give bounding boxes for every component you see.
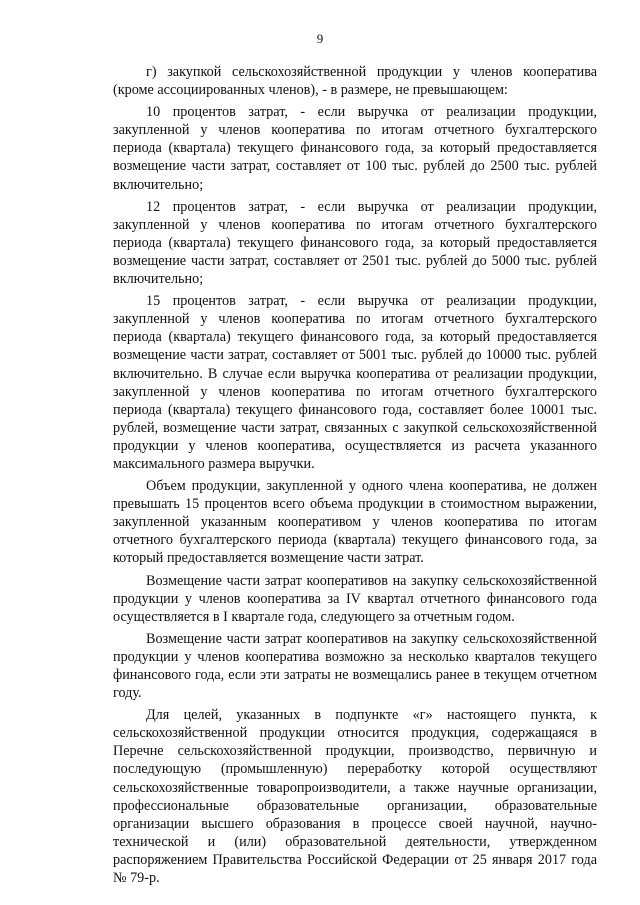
paragraph-subitem-g: г) закупкой сельскохозяйственной продукции у членов кооператива (кроме ассоциированных членов), - в размере, не превышающем: <box>113 64 597 99</box>
body-text <box>113 63 597 891</box>
paragraph-multiple-quarters: Возмещение части затрат кооперативов на закупку сельскохозяйственной продукции у членов кооператива возможно за несколько кварталов текущего финансового года, если эти затраты не возмещались ранее в текущем отчетном году. <box>113 630 597 702</box>
paragraph-product-definition: Для целей, указанных в подпункте «г» настоящего пункта, к сельскохозяйственной продукции относится продукция, содержащаяся в Перечне сельскохозяйственной продукции, производство, первичную и последующую (промышленную) переработку которой осуществляют сельскохозяйственные товаропроизводители, а также научные организации, профессиональные образовательные организации, образовательные организации высшего образования в процессе своей научной, научно-технической и (или) образовательной деятельности, утвержденном распоряжением Правительства Российской Федерации от 25 января 2017 года № 79-р. <box>113 707 597 887</box>
paragraph-10-percent: 10 процентов затрат, - если выручка от реализации продукции, закупленной у членов кооператива по итогам отчетного бухгалтерского периода (квартала) текущего финансового года, за который предоставляется возмещение части затрат, составляет от 100 тыс. рублей до 2500 тыс. рублей включительно; <box>113 104 597 193</box>
paragraph-12-percent: 12 процентов затрат, - если выручка от реализации продукции, закупленной у членов кооператива по итогам отчетного бухгалтерского периода (квартала) текущего финансового года, за который предоставляется возмещение части затрат, составляет от 2501 тыс. рублей до 5000 тыс. рублей включительно; <box>113 198 597 288</box>
paragraph-volume-limit: Объем продукции, закупленной у одного члена кооператива, не должен превышать 15 процентов всего объема продукции в стоимостном выражении, закупленной указанным кооперативом у членов кооператива по итогам отчетного бухгалтерского периода (квартала) текущего финансового года, за который предоставляется возмещение части затрат. <box>113 478 597 567</box>
paragraph-q4-reimbursement: Возмещение части затрат кооперативов на закупку сельскохозяйственной продукции у членов кооператива за IV квартал отчетного финансового года осуществляется в I квартале года, следующего за отчетным годом. <box>113 572 597 625</box>
paragraph-15-percent: 15 процентов затрат, - если выручка от реализации продукции, закупленной у членов кооператива по итогам отчетного бухгалтерского периода (квартала) текущего финансового года, за который предоставляется возмещение части затрат, составляет от 5001 тыс. рублей до 10000 тыс. рублей включительно. В случае если выручка кооператива от реализации продукции, закупленной у членов кооператива по итогам отчетного бухгалтерского периода (квартала) текущего финансового года, составляет более 10001 тыс. рублей, возмещение части затрат, связанных с закупкой сельскохозяйственной продукции у членов кооператива, осуществляется из расчета указанного максимального размера выручки. <box>113 293 597 472</box>
page-number: 9 <box>316 31 324 46</box>
